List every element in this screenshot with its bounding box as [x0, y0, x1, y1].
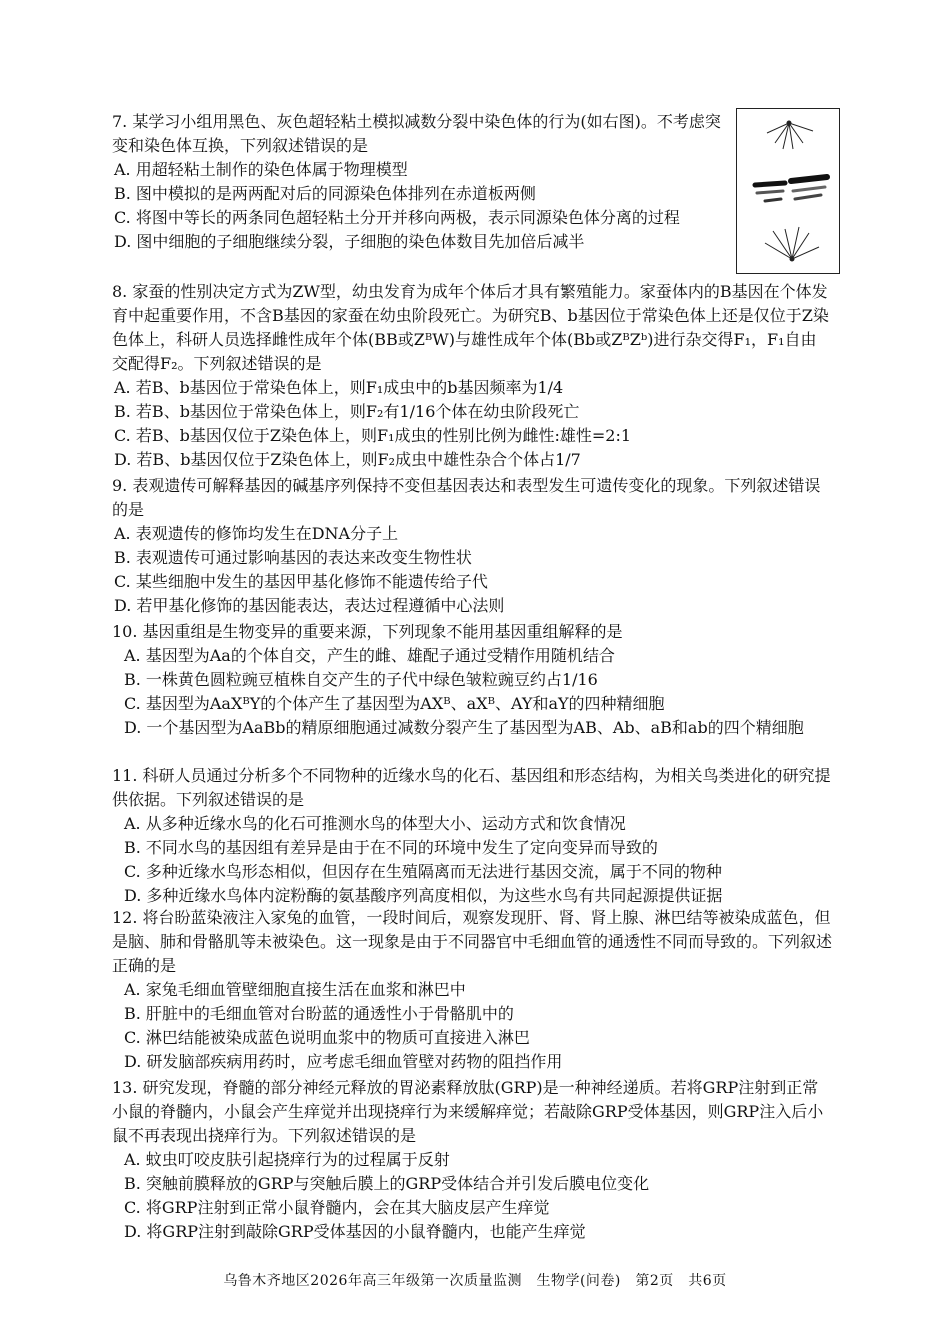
- question-stem: 7. 某学习小组用黑色、灰色超轻粘土模拟减数分裂中染色体的行为(如右图)。不考虑突变和染色体互换，下列叙述错误的是: [112, 112, 721, 155]
- question-8: [112, 280, 832, 472]
- question-11: [112, 764, 832, 908]
- option-c: C. 多种近缘水鸟形态相似，但因存在生殖隔离而无法进行基因交流，属于不同的物种: [124, 862, 722, 881]
- option-a: A. 表观遗传的修饰均发生在DNA分子上: [114, 524, 399, 543]
- option-b: B. 一株黄色圆粒豌豆植株自交产生的子代中绿色皱粒豌豆约占1/16: [124, 670, 598, 689]
- option-a: A. 用超轻粘土制作的染色体属于物理模型: [114, 160, 408, 179]
- option-b: B. 肝脏中的毛细血管对台盼蓝的通透性小于骨骼肌中的: [124, 1004, 514, 1023]
- question-9: [112, 474, 832, 618]
- question-stem: 9. 表观遗传可解释基因的碱基序列保持不变但基因表达和表型发生可遗传变化的现象。下列叙述错误的是: [112, 476, 821, 519]
- question-stem: 10. 基因重组是生物变异的重要来源，下列现象不能用基因重组解释的是: [112, 622, 623, 641]
- option-d: D. 图中细胞的子细胞继续分裂，子细胞的染色体数目先加倍后减半: [114, 232, 585, 251]
- option-d: D. 若甲基化修饰的基因能表达，表达过程遵循中心法则: [114, 596, 505, 615]
- option-d: D. 多种近缘水鸟体内淀粉酶的氨基酸序列高度相似，为这些水鸟有共同起源提供证据: [124, 886, 723, 905]
- option-b: B. 表观遗传可通过影响基因的表达来改变生物性状: [114, 548, 472, 567]
- option-d: D. 一个基因型为AaBb的精原细胞通过减数分裂产生了基因型为AB、Ab、aB和ab的四个精细胞: [124, 718, 804, 737]
- question-stem: 13. 研究发现，脊髓的部分神经元释放的胃泌素释放肽(GRP)是一种神经递质。若将GRP注射到正常小鼠的脊髓内，小鼠会产生痒觉并出现挠痒行为来缓解痒觉；若敲除GRP受体基因，则GRP注入后小鼠不再表现出挠痒行为。下列叙述错误的是: [112, 1078, 824, 1145]
- option-a: A. 家兔毛细血管壁细胞直接生活在血浆和淋巴中: [124, 980, 466, 999]
- question-stem: 12. 将台盼蓝染液注入家兔的血管，一段时间后，观察发现肝、肾、肾上腺、淋巴结等被染成蓝色，但是脑、肺和骨骼肌等未被染色。这一现象是由于不同器官中毛细血管的通透性不同而导致的。下列叙述正确的是: [112, 908, 833, 975]
- question-12: [112, 906, 832, 1074]
- option-c: C. 淋巴结能被染成蓝色说明血浆中的物质可直接进入淋巴: [124, 1028, 530, 1047]
- option-d: D. 若B、b基因仅位于Z染色体上，则F₂成虫中雄性杂合个体占1/7: [114, 450, 581, 469]
- option-c: C. 某些细胞中发生的基因甲基化修饰不能遗传给子代: [114, 572, 488, 591]
- option-d: D. 将GRP注射到敲除GRP受体基因的小鼠脊髓内，也能产生痒觉: [124, 1222, 586, 1241]
- option-c: C. 基因型为AaXᴮY的个体产生了基因型为AXᴮ、aXᴮ、AY和aY的四种精细胞: [124, 694, 665, 713]
- meiosis-model-figure: [736, 108, 840, 274]
- option-d: D. 研发脑部疾病用药时，应考虑毛细血管壁对药物的阻挡作用: [124, 1052, 563, 1071]
- question-13: [112, 1076, 832, 1244]
- option-a: A. 若B、b基因位于常染色体上，则F₁成虫中的b基因频率为1/4: [114, 378, 564, 397]
- question-stem: 11. 科研人员通过分析多个不同物种的近缘水鸟的化石、基因组和形态结构，为相关鸟类进化的研究提供依据。下列叙述错误的是: [112, 766, 831, 809]
- option-b: B. 不同水鸟的基因组有差异是由于在不同的环境中发生了定向变异而导致的: [124, 838, 658, 857]
- option-c: C. 将图中等长的两条同色超轻粘土分开并移向两极，表示同源染色体分离的过程: [114, 208, 680, 227]
- option-a: A. 蚊虫叮咬皮肤引起挠痒行为的过程属于反射: [124, 1150, 450, 1169]
- spindle-chromosome-sketch: [737, 109, 839, 273]
- question-7: [112, 110, 727, 254]
- option-a: A. 基因型为Aa的个体自交，产生的雌、雄配子通过受精作用随机结合: [124, 646, 615, 665]
- page-footer: 乌鲁木齐地区2026年高三年级第一次质量监测 生物学(问卷) 第2页 共6页: [223, 1273, 727, 1289]
- option-c: C. 将GRP注射到正常小鼠脊髓内，会在其大脑皮层产生痒觉: [124, 1198, 550, 1217]
- option-c: C. 若B、b基因仅位于Z染色体上，则F₁成虫的性别比例为雌性:雄性=2:1: [114, 426, 632, 445]
- option-b: B. 突触前膜释放的GRP与突触后膜上的GRP受体结合并引发后膜电位变化: [124, 1174, 650, 1193]
- option-b: B. 图中模拟的是两两配对后的同源染色体排列在赤道板两侧: [114, 184, 536, 203]
- option-a: A. 从多种近缘水鸟的化石可推测水鸟的体型大小、运动方式和饮食情况: [124, 814, 626, 833]
- option-b: B. 若B、b基因位于常染色体上，则F₂有1/16个体在幼虫阶段死亡: [114, 402, 580, 421]
- question-10: [112, 620, 832, 740]
- question-stem: 8. 家蚕的性别决定方式为ZW型，幼虫发育为成年个体后才具有繁殖能力。家蚕体内的B基因在个体发育中起重要作用，不含B基因的家蚕在幼虫阶段死亡。为研究B、b基因位于常染色体上还是仅位于Z染色体上，科研人员选择雌性成年个体(BB或ZᴮW)与雄性成年个体(Bb或ZᴮZᵇ)进行杂交得F₁，F₁自由交配得F₂。下列叙述错误的是: [112, 282, 829, 373]
